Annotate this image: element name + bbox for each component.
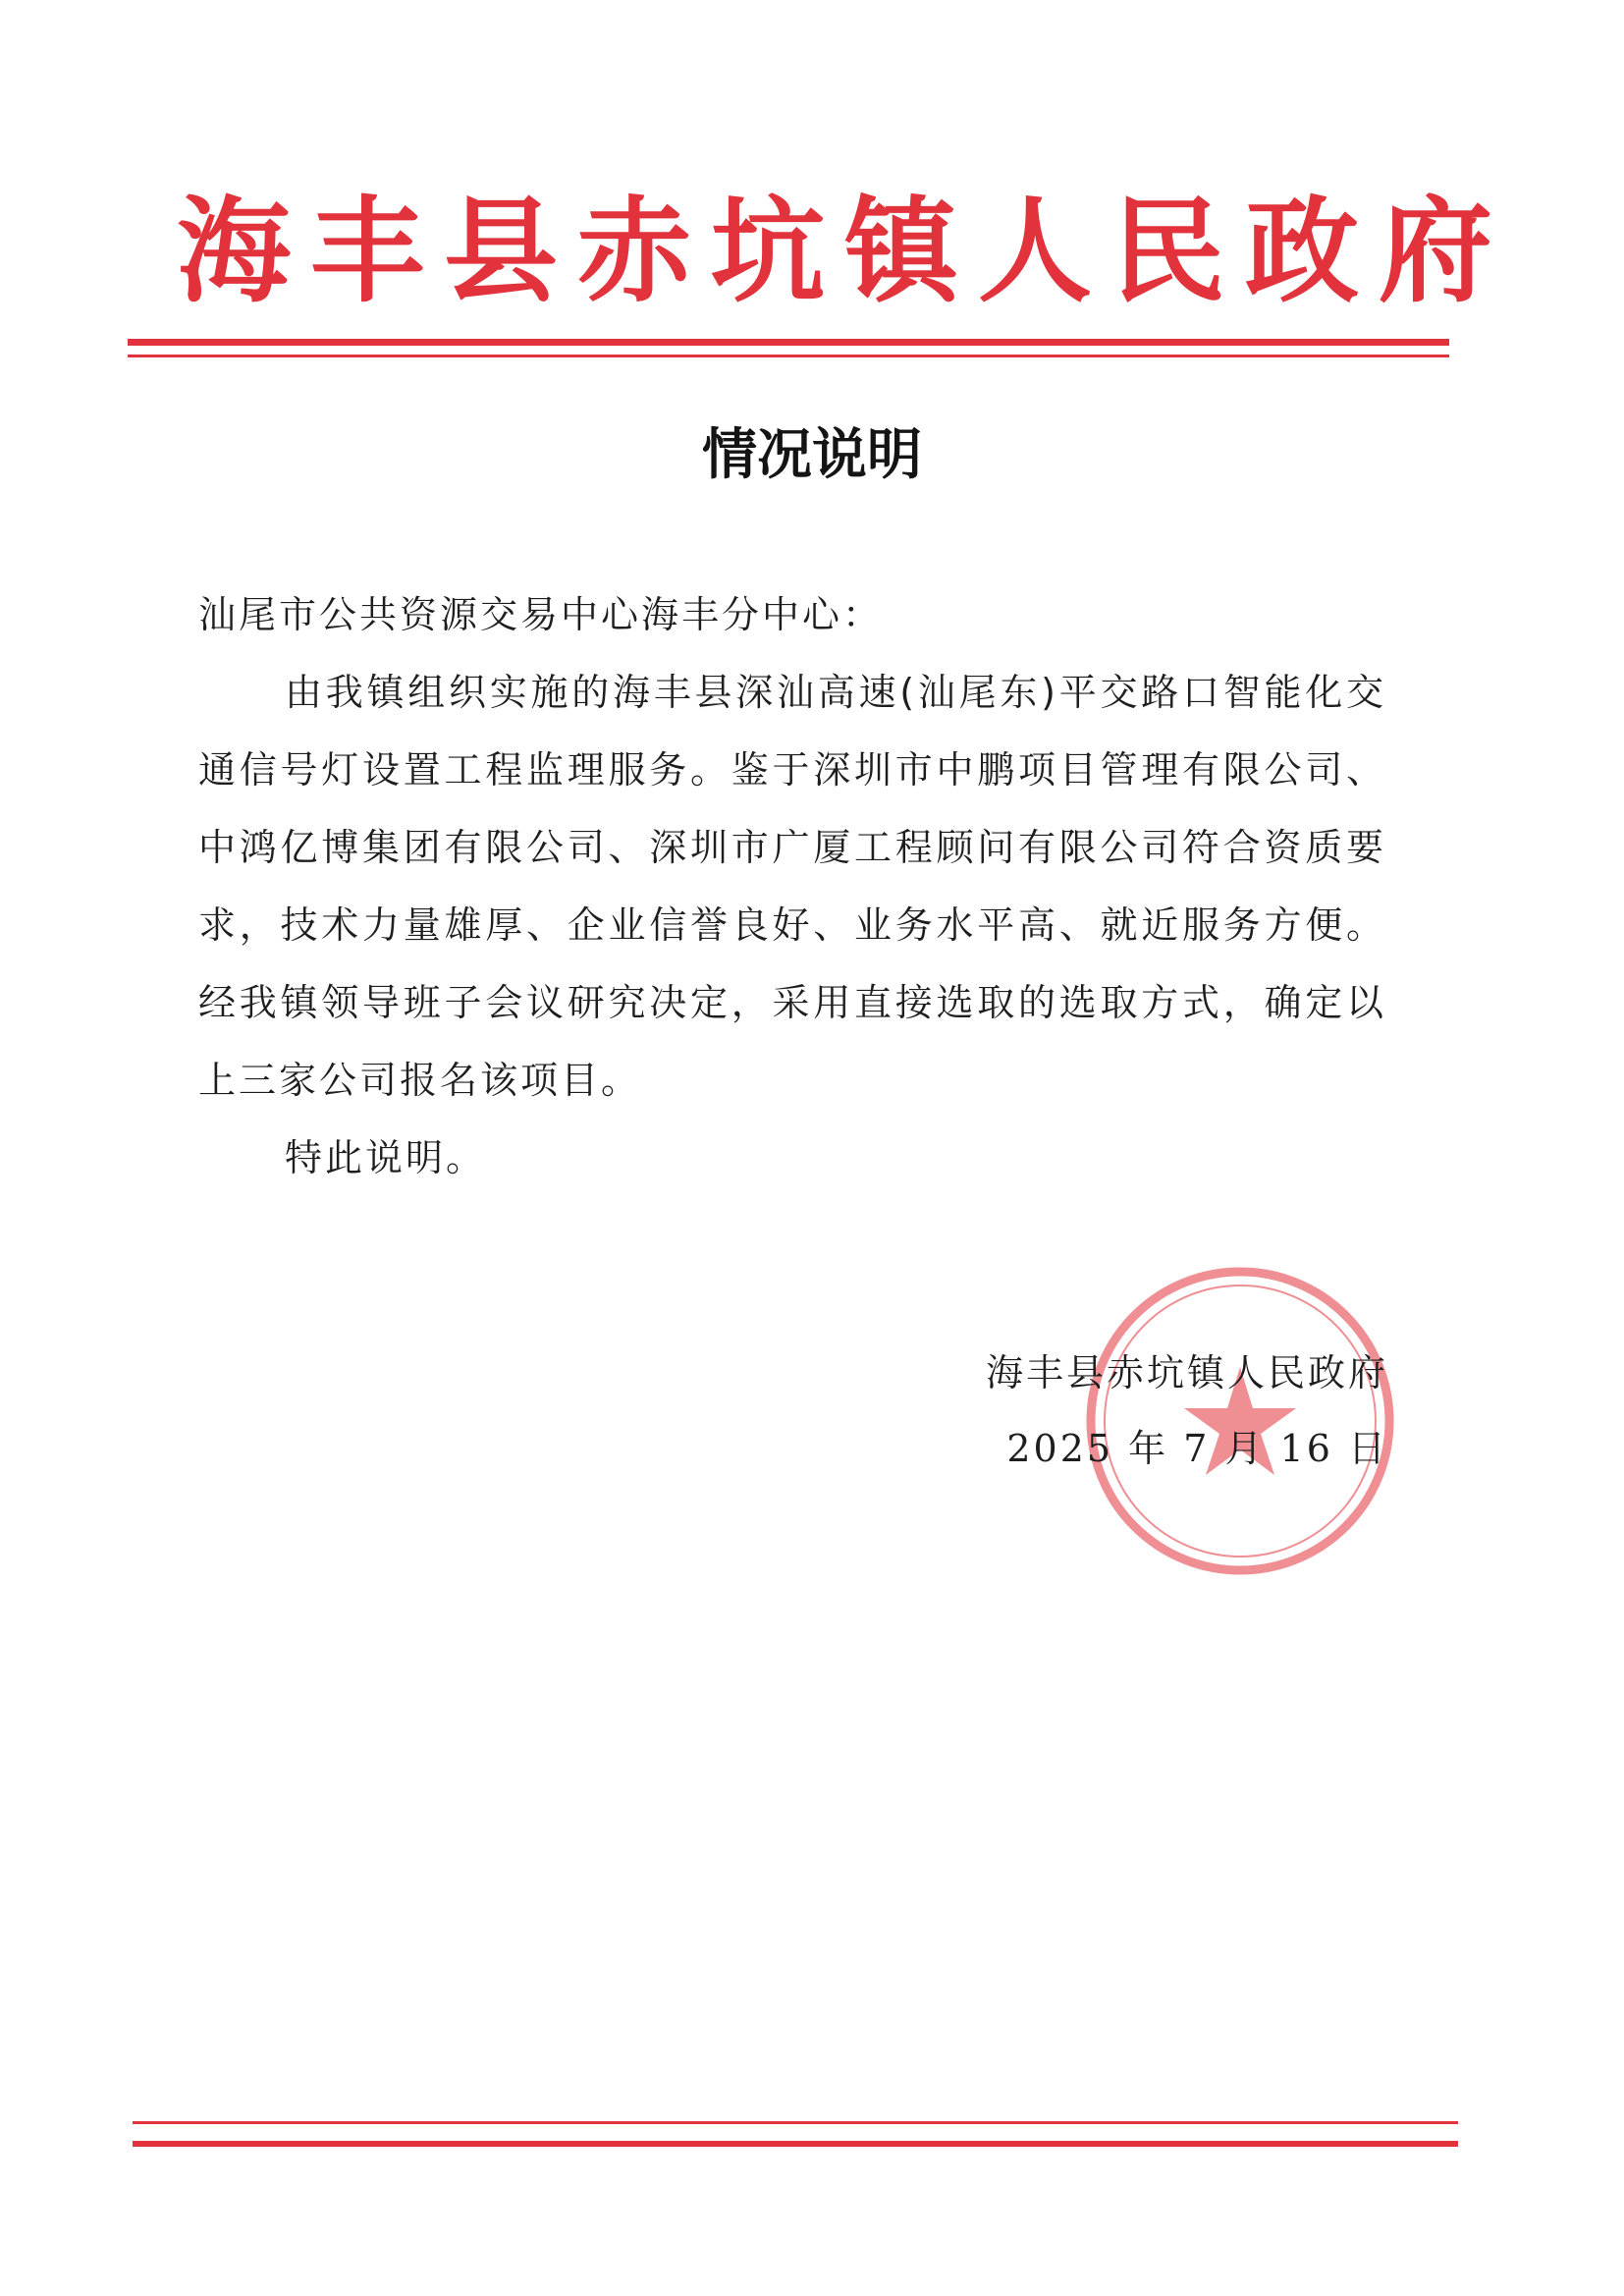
letterhead-rule-thick (128, 339, 1449, 346)
addressee: 汕尾市公共资源交易中心海丰分中心： (198, 593, 884, 636)
letterhead-title: 海丰县赤坑镇人民政府 (177, 185, 1512, 318)
signature-organization: 海丰县赤坑镇人民政府 (985, 1351, 1388, 1394)
footer-rule-thin (133, 2121, 1458, 2124)
footer-rule-thick (133, 2141, 1458, 2147)
document-title: 情况说明 (702, 422, 922, 487)
signature-date: 2025 年 7 月 16 日 (1006, 1427, 1388, 1470)
closing-line: 特此说明。 (285, 1136, 487, 1179)
letterhead-rule-thin (128, 355, 1449, 357)
body-paragraph: 由我镇组织实施的海丰县深汕高速(汕尾东)平交路口智能化交通信号灯设置工程监理服务。鉴于深圳市中鹏项目管理有限公司、中鸿亿博集团有限公司、深圳市广厦工程顾问有限公司符合资质要求，技术力量雄厚、企业信誉良好、业务水平高、就近服务方便。经我镇领导班子会议研究决定，采用直接选取的选取方式，确定以上三家公司报名该项目。 (198, 671, 1386, 1102)
